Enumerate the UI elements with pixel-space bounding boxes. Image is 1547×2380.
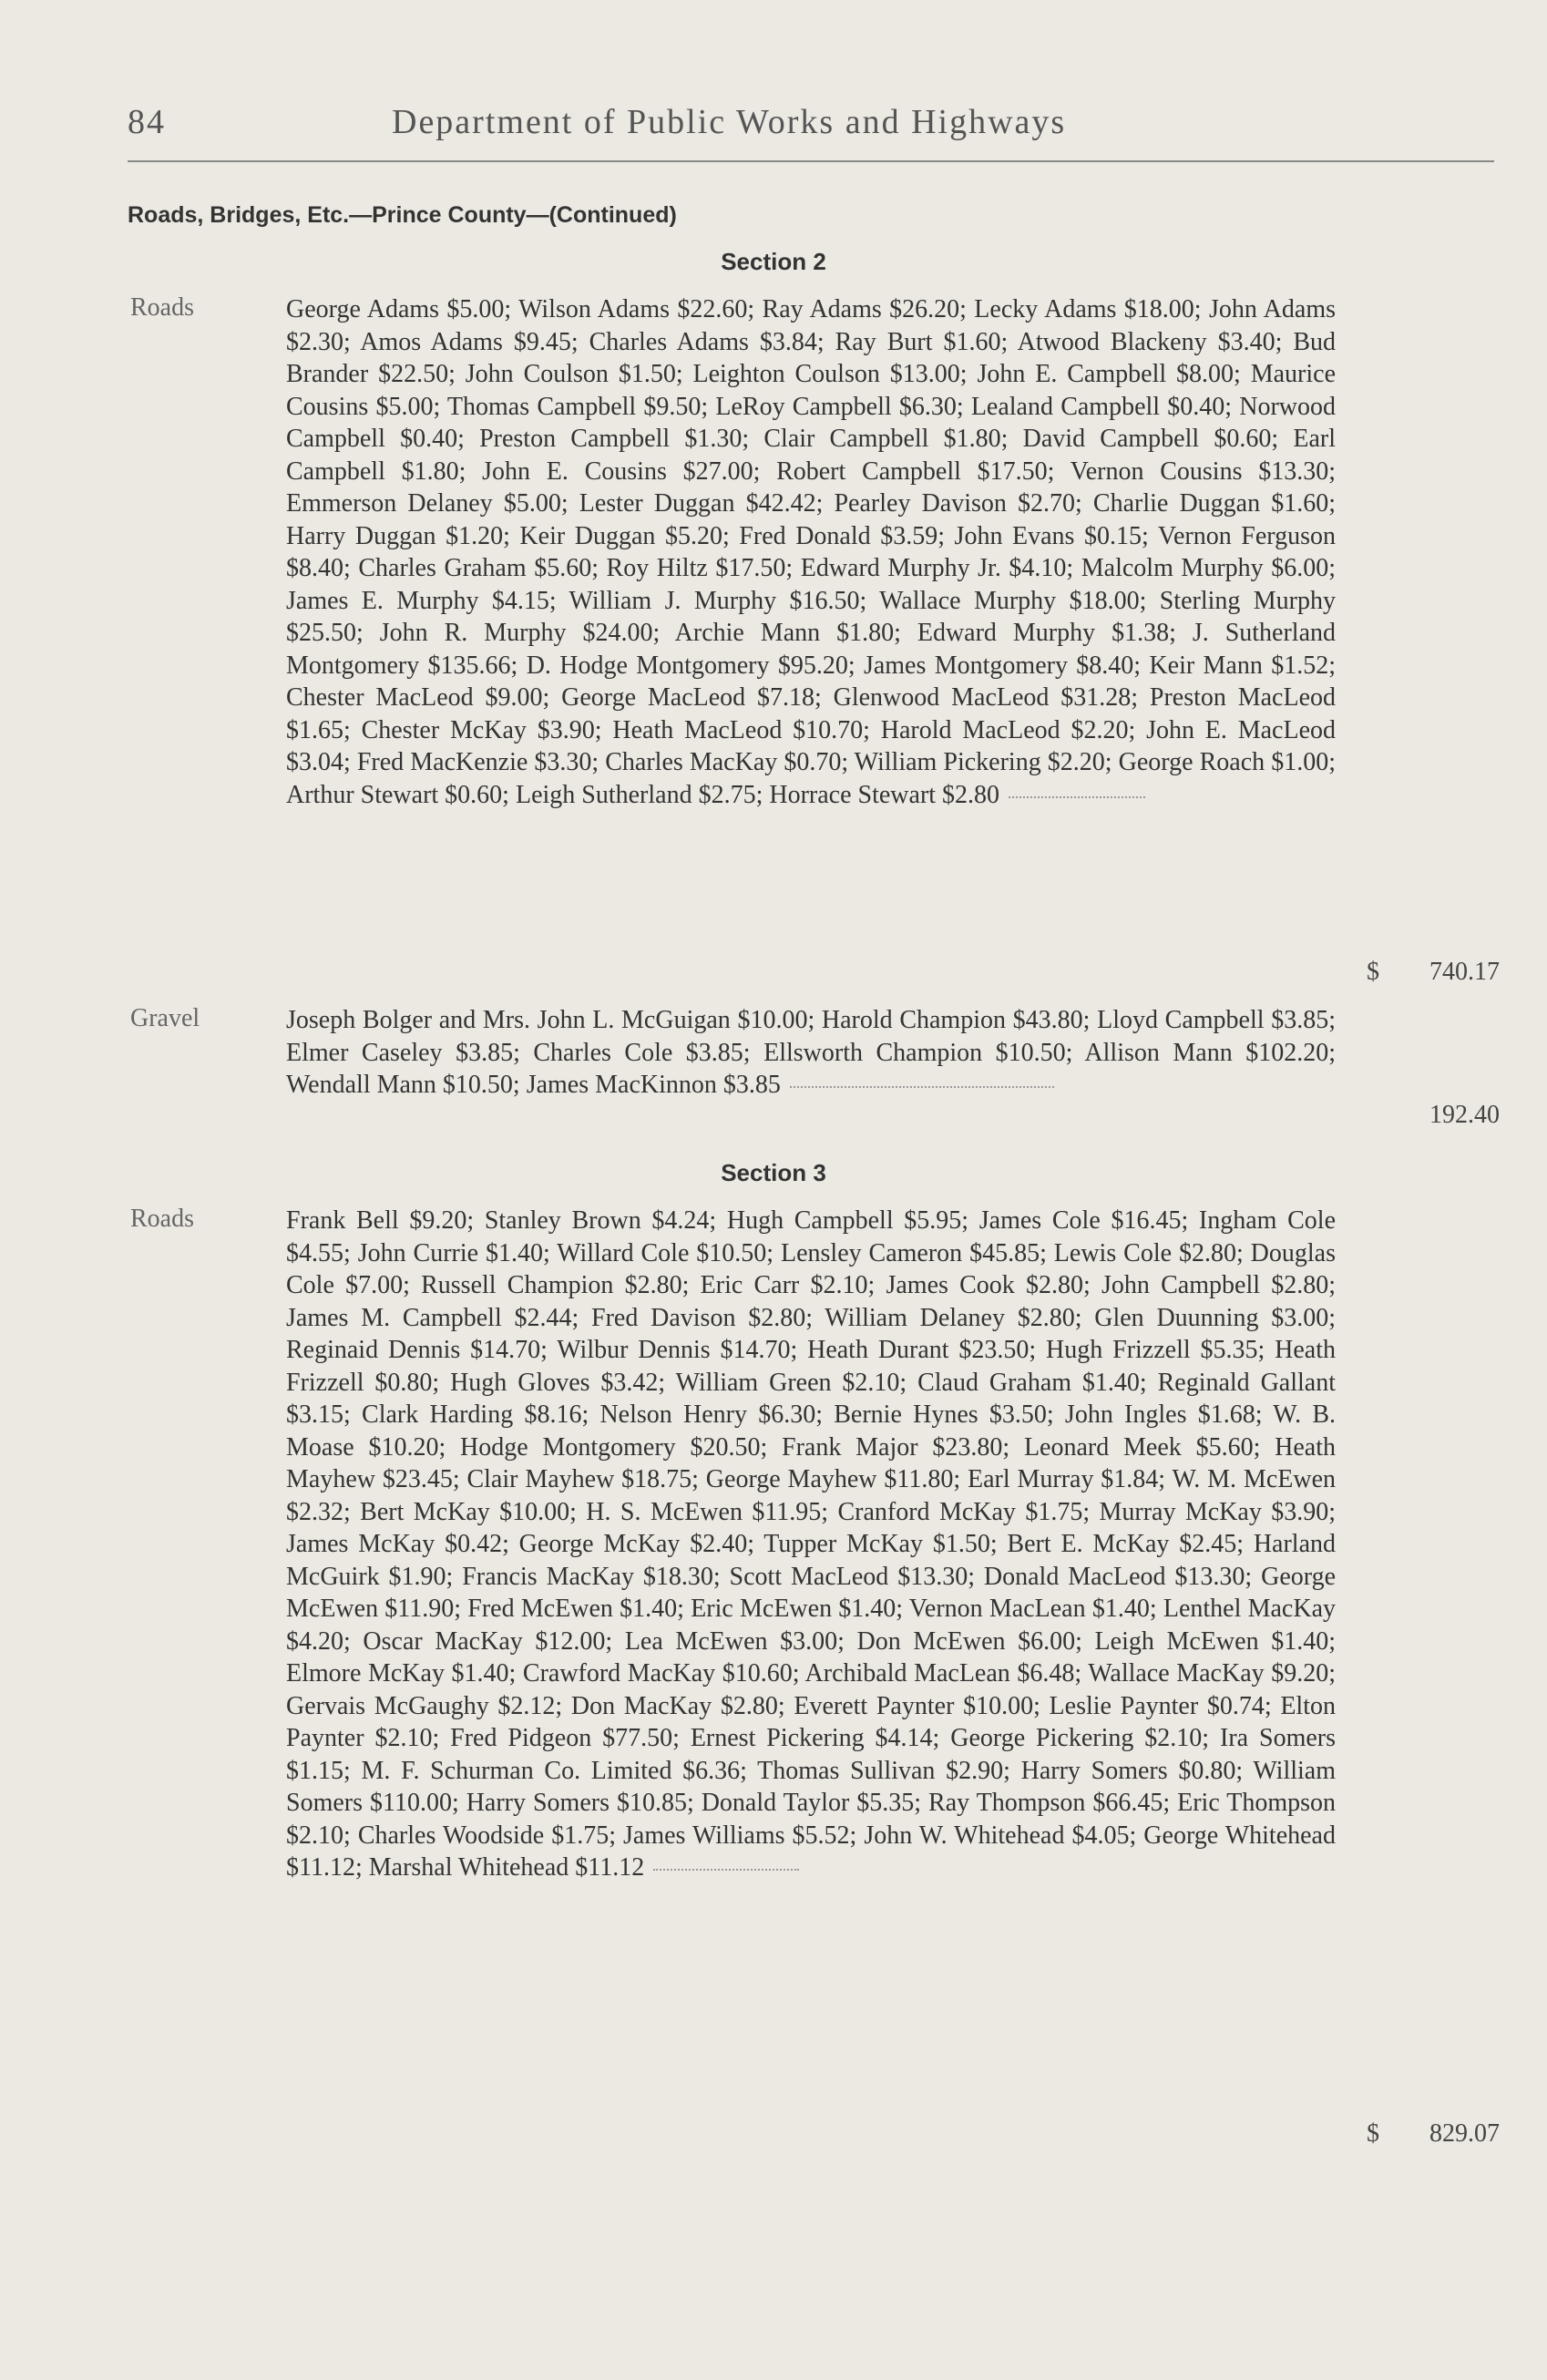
entry-payees [286, 293, 1336, 811]
entry-label: Roads [130, 1205, 194, 1233]
county-heading: Roads, Bridges, Etc.—Prince County—(Continued) [128, 202, 677, 228]
running-title: Department of Public Works and Highways [392, 103, 1067, 141]
page-number: 84 [128, 103, 166, 141]
entry-total: 192.40 [1429, 1101, 1500, 1129]
payee-list: Joseph Bolger and Mrs. John L. McGuigan $10.00; Harold Champion $43.80; Lloyd Campbell $3.85; Elmer Caseley $3.85; Charles Cole $3.85; Ellsworth Champion $10.50; Allison Mann $102.20; Wendall Mann $10.50; James MacKinnon $3.85 [286, 1006, 1336, 1099]
currency-sign: $ [1367, 958, 1379, 986]
dot-leader [1009, 796, 1145, 798]
entry-total: 740.17 [1429, 958, 1500, 986]
header-divider [128, 160, 1494, 162]
entry-total: 829.07 [1429, 2119, 1500, 2148]
currency-sign: $ [1367, 2119, 1379, 2148]
payee-list: Frank Bell $9.20; Stanley Brown $4.24; Hugh Campbell $5.95; James Cole $16.45; Ingham Cole $4.55; John Currie $1.40; Willard Cole $10.50; Lensley Cameron $45.85; Lewis Cole $2.80; Douglas Cole $7.00; Russell Champion $2.80; Eric Carr $2.10; James Cook $2.80; John Campbell $2.80; James M. Campbell $2.44; Fred Davison $2.80; William Delaney $2.80; Glen Duunning $3.00; Reginaid Dennis $14.70; Wilbur Dennis $14.70; Heath Durant $23.50; Hugh Frizzell $5.35; Heath Frizzell $0.80; Hugh Gloves $3.42; William Green $2.10; Claud Graham $1.40; Reginald Gallant $3.15; Clark Harding $8.16; Nelson Henry $6.30; Bernie Hynes $3.50; John Ingles $1.68; W. B. Moase $10.20; Hodge Montgomery $20.50; Frank Major $23.80; Leonard Meek $5.60; Heath Mayhew $23.45; Clair Mayhew $18.75; George Mayhew $11.80; Earl Murray $1.84; W. M. McEwen $2.32; Bert McKay $10.00; H. S. McEwen $11.95; Cranford McKay $1.75; Murray McKay $3.90; James McKay $0.42; George McKay $2.40; Tupper McKay $1.50; Bert E. McKay $2.45; Harland McGuirk $1.90; Francis MacKay $18.30; Scott MacLeod $13.30; Donald MacLeod $13.30; George McEwen $11.90; Fred McEwen $1.40; Eric McEwen $1.40; Vernon MacLean $1.40; Lenthel MacKay $4.20; Oscar MacKay $12.00; Lea McEwen $3.00; Don McEwen $6.00; Leigh McEwen $1.40; Elmore McKay $1.40; Crawford MacKay $10.60; Archibald MacLean $6.48; Wallace MacKay $9.20; Gervais McGaughy $2.12; Don MacKay $2.80; Everett Paynter $10.00; Leslie Paynter $0.74; Elton Paynter $2.10; Fred Pidgeon $77.50; Ernest Pickering $4.14; George Pickering $2.10; Ira Somers $1.15; M. F. Schurman Co. Limited $6.36; Thomas Sullivan $2.90; Harry Somers $0.80; William Somers $110.00; Harry Somers $10.85; Donald Taylor $5.35; Ray Thompson $66.45; Eric Thompson $2.10; Charles Woodside $1.75; James Williams $5.52; John W. Whitehead $4.05; George Whitehead $11.12; Marshal Whitehead $11.12 [286, 1206, 1336, 1882]
dot-leader [790, 1086, 1054, 1088]
running-header [0, 102, 1547, 157]
dot-leader [653, 1869, 799, 1871]
entry-label: Gravel [130, 1004, 200, 1032]
section-2-heading: Section 2 [721, 248, 826, 275]
entry-payees [286, 1004, 1336, 1102]
section-3-heading: Section 3 [721, 1159, 826, 1186]
entry-label: Roads [130, 293, 194, 322]
payee-list: George Adams $5.00; Wilson Adams $22.60; Ray Adams $26.20; Lecky Adams $18.00; John Adams $2.30; Amos Adams $9.45; Charles Adams $3.84; Ray Burt $1.60; Atwood Blackeny $3.40; Bud Brander $22.50; John Coulson $1.50; Leighton Coulson $13.00; John E. Campbell $8.00; Maurice Cousins $5.00; Thomas Campbell $9.50; LeRoy Campbell $6.30; Lealand Campbell $0.40; Norwood Campbell $0.40; Preston Campbell $1.30; Clair Campbell $1.80; David Campbell $0.60; Earl Campbell $1.80; John E. Cousins $27.00; Robert Campbell $17.50; Vernon Cousins $13.30; Emmerson Delaney $5.00; Lester Duggan $42.42; Pearley Davison $2.70; Charlie Duggan $1.60; Harry Duggan $1.20; Keir Duggan $5.20; Fred Donald $3.59; John Evans $0.15; Vernon Ferguson $8.40; Charles Graham $5.60; Roy Hiltz $17.50; Edward Murphy Jr. $4.10; Malcolm Murphy $6.00; James E. Murphy $4.15; William J. Murphy $16.50; Wallace Murphy $18.00; Sterling Murphy $25.50; John R. Murphy $24.00; Archie Mann $1.80; Edward Murphy $1.38; J. Sutherland Montgomery $135.66; D. Hodge Montgomery $95.20; James Montgomery $8.40; Keir Mann $1.52; Chester MacLeod $9.00; George MacLeod $7.18; Glenwood MacLeod $31.28; Preston MacLeod $1.65; Chester McKay $3.90; Heath MacLeod $10.70; Harold MacLeod $2.20; John E. MacLeod $3.04; Fred MacKenzie $3.30; Charles MacKay $0.70; William Pickering $2.20; George Roach $1.00; Arthur Stewart $0.60; Leigh Sutherland $2.75; Horrace Stewart $2.80 [286, 295, 1336, 809]
entry-payees [286, 1205, 1336, 1884]
